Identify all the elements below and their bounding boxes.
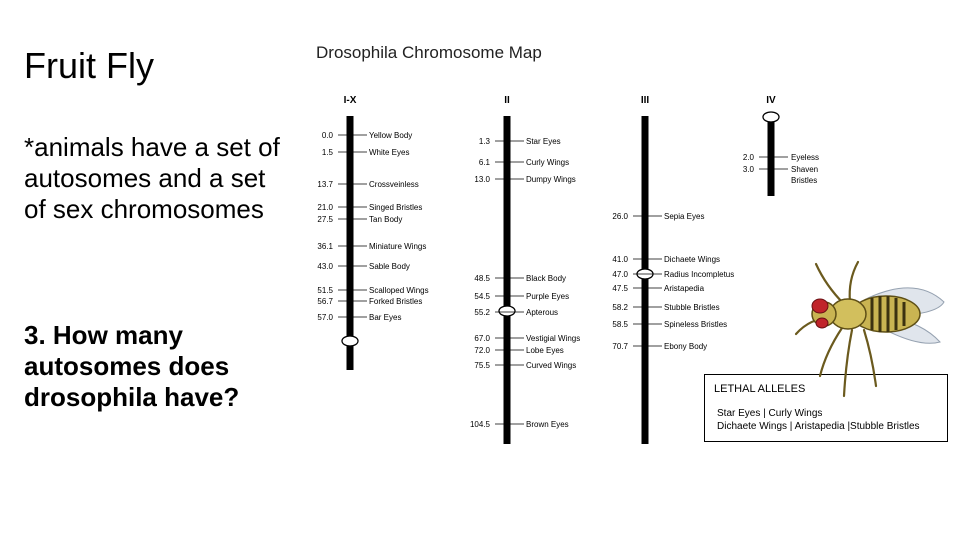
- locus-position: 21.0: [317, 203, 333, 212]
- locus-position: 56.7: [317, 297, 333, 306]
- locus-trait: Forked Bristles: [369, 297, 423, 306]
- locus-trait: Sepia Eyes: [664, 212, 705, 221]
- locus-trait-continued: Bristles: [791, 176, 818, 185]
- locus-trait: Purple Eyes: [526, 292, 570, 301]
- locus-trait: Sable Body: [369, 262, 410, 271]
- locus-trait: Dumpy Wings: [526, 175, 576, 184]
- locus-position: 13.7: [317, 180, 333, 189]
- locus-position: 70.7: [612, 342, 628, 351]
- locus-trait: Black Body: [526, 274, 567, 283]
- locus-trait: Lobe Eyes: [526, 346, 564, 355]
- locus-position: 36.1: [317, 242, 333, 251]
- locus-trait: Tan Body: [369, 215, 403, 224]
- chromosome-label: III: [640, 95, 650, 106]
- locus-trait: Scalloped Wings: [369, 286, 429, 295]
- locus-position: 13.0: [474, 175, 490, 184]
- locus-position: 54.5: [474, 292, 490, 301]
- locus-trait: Ebony Body: [664, 342, 708, 351]
- locus-position: 48.5: [474, 274, 490, 283]
- slide-title: Fruit Fly: [24, 45, 154, 86]
- locus-position: 58.5: [612, 320, 628, 329]
- fly-eye: [812, 299, 828, 313]
- locus-trait: Apterous: [526, 308, 559, 317]
- chromosome-label: IV: [766, 95, 776, 106]
- chromosome-label: I-X: [343, 95, 357, 106]
- locus-position: 0.0: [321, 131, 333, 140]
- chromosome-bar: [504, 116, 511, 444]
- locus-trait: Curved Wings: [526, 361, 577, 370]
- chromosome-label: II: [504, 95, 510, 106]
- locus-trait: Miniature Wings: [369, 242, 427, 251]
- locus-trait: Shaven: [791, 165, 819, 174]
- lethal-alleles-line-1: Star Eyes | Curly Wings: [717, 408, 823, 419]
- autosome-note: *animals have a set of autosomes and a set of sex chromosomes: [24, 132, 280, 224]
- locus-trait: Brown Eyes: [526, 420, 569, 429]
- fly-body: [812, 296, 920, 332]
- locus-position: 27.5: [317, 215, 333, 224]
- map-title: Drosophila Chromosome Map: [316, 43, 542, 62]
- centromere: [342, 336, 358, 346]
- locus-position: 1.3: [478, 137, 490, 146]
- centromere: [763, 112, 779, 122]
- locus-trait: Spineless Bristles: [664, 320, 728, 329]
- locus-position: 72.0: [474, 346, 490, 355]
- chromosome-bar: [642, 116, 649, 444]
- locus-trait: Vestigial Wings: [526, 334, 581, 343]
- chromosome-bar: [347, 116, 354, 370]
- centromere: [499, 306, 515, 316]
- locus-trait: Eyeless: [791, 153, 820, 162]
- locus-trait: Star Eyes: [526, 137, 561, 146]
- locus-position: 2.0: [742, 153, 754, 162]
- locus-position: 6.1: [478, 158, 490, 167]
- locus-trait: Stubble Bristles: [664, 303, 720, 312]
- locus-position: 3.0: [742, 165, 754, 174]
- locus-trait: Aristapedia: [664, 284, 705, 293]
- fruit-fly-illustration: [786, 256, 950, 404]
- locus-position: 58.2: [612, 303, 628, 312]
- locus-position: 26.0: [612, 212, 628, 221]
- lethal-alleles-line-2: Dichaete Wings | Aristapedia |Stubble Bristles: [717, 421, 920, 432]
- locus-trait: Singed Bristles: [369, 203, 423, 212]
- locus-position: 47.0: [612, 270, 628, 279]
- locus-trait: Crossveinless: [369, 180, 419, 189]
- locus-trait: Curly Wings: [526, 158, 570, 167]
- locus-trait: Yellow Body: [369, 131, 413, 140]
- locus-position: 104.5: [469, 420, 490, 429]
- chromosome-bar: [768, 116, 775, 196]
- locus-trait: Radius Incompletus: [664, 270, 735, 279]
- locus-position: 67.0: [474, 334, 490, 343]
- locus-position: 51.5: [317, 286, 333, 295]
- fly-legs: [796, 262, 876, 396]
- lethal-alleles-title: LETHAL ALLELES: [714, 383, 806, 395]
- locus-position: 43.0: [317, 262, 333, 271]
- locus-trait: Bar Eyes: [369, 313, 402, 322]
- locus-trait: White Eyes: [369, 148, 410, 157]
- locus-position: 75.5: [474, 361, 490, 370]
- locus-position: 41.0: [612, 255, 628, 264]
- locus-position: 1.5: [321, 148, 333, 157]
- question-text: 3. How many autosomes does drosophila have?: [24, 320, 240, 412]
- locus-trait: Dichaete Wings: [664, 255, 721, 264]
- locus-position: 55.2: [474, 308, 490, 317]
- locus-position: 57.0: [317, 313, 333, 322]
- locus-position: 47.5: [612, 284, 628, 293]
